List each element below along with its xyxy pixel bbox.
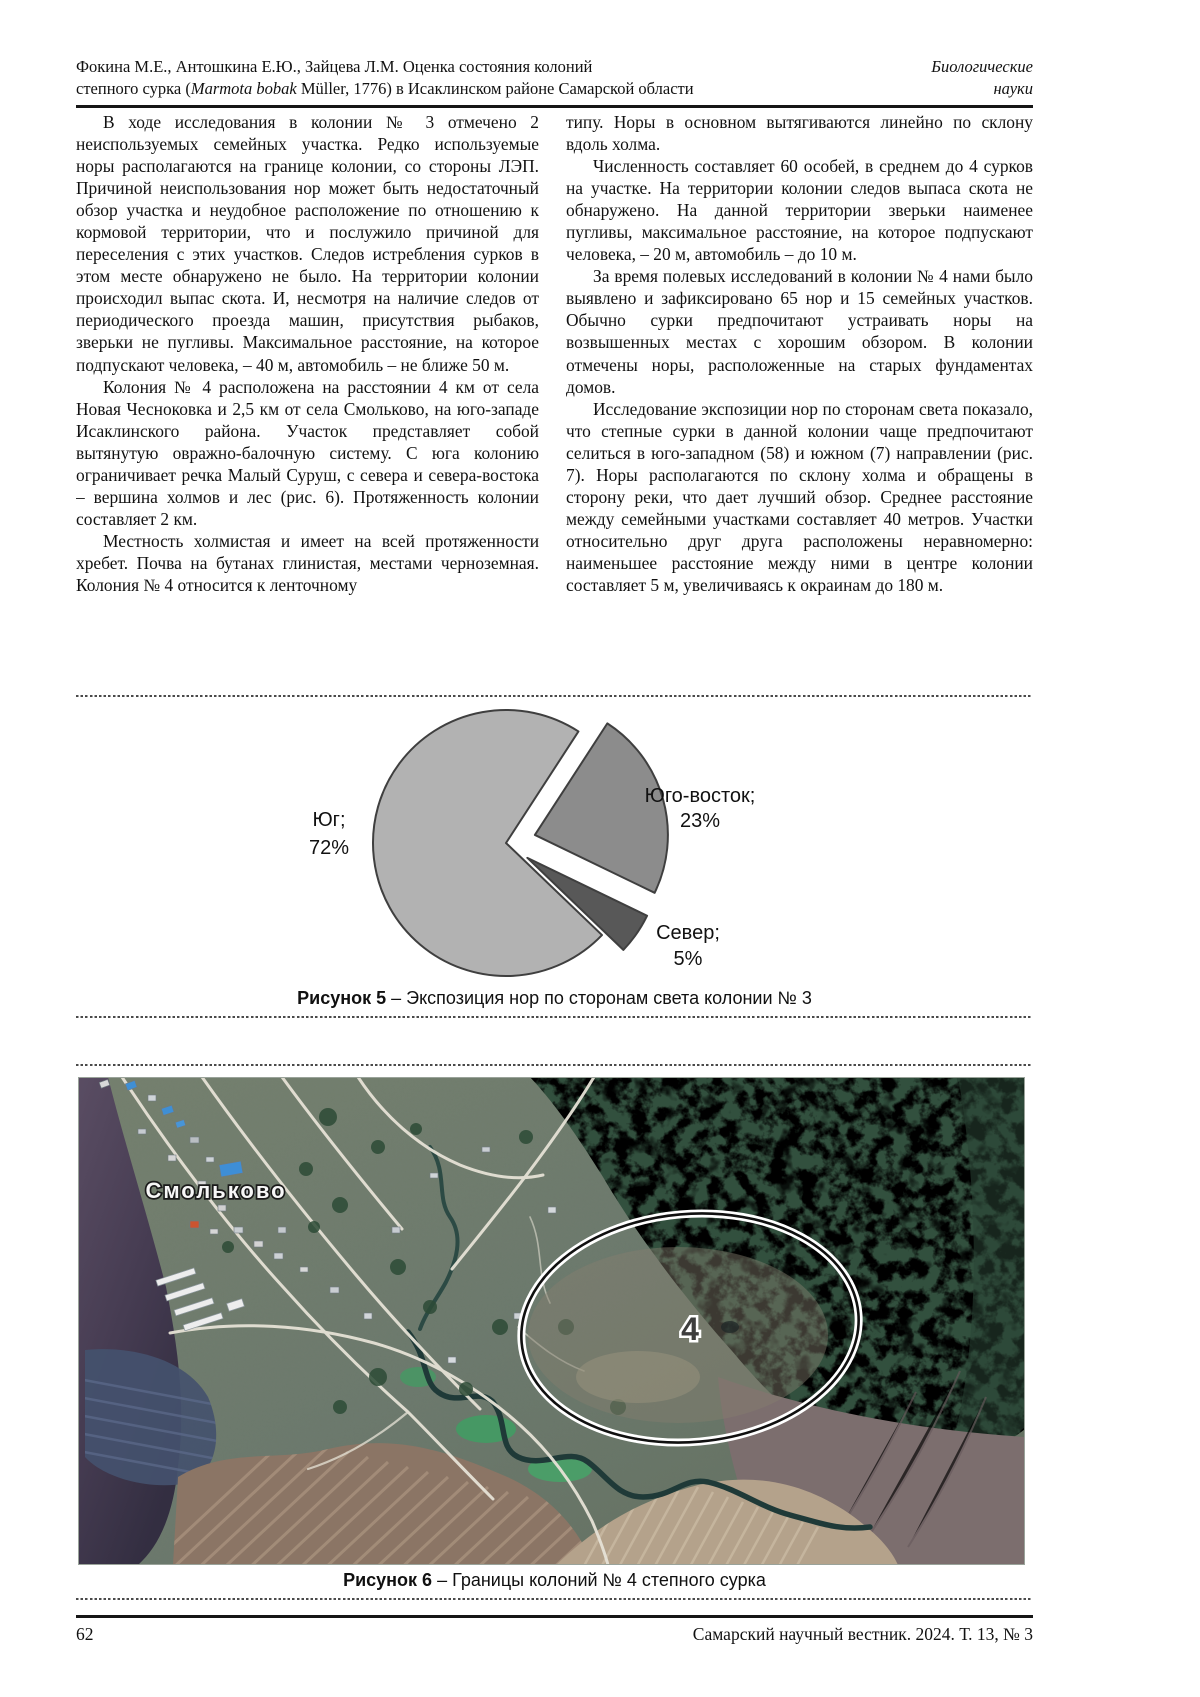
paragraph: Численность составляет 60 особей, в среднем до 4 сурков на участке. На территории колонии следов выпаса скота не обнаружено. На данной территории зверьки наименее пугливы, максимальное расстояние, на которое подпускают человека, – 20 м, автомобиль – до 10 м. — [566, 156, 1033, 265]
paragraph: За время полевых исследований в колонии № 4 нами было выявлено и зафиксировано 65 нор и 15 семейных участков. Обычно сурки предпочитают устраивать норы на возвышенных местах с хорошим обзором. В колонии отмечены норы, расположенные на старых фундаментах домов. — [566, 266, 1033, 397]
running-footer — [76, 1624, 1033, 1645]
pie-label-Юго-восток-name: Юго-восток; — [644, 785, 756, 807]
satellite-map-figure — [78, 1077, 1025, 1565]
map-scene — [78, 1077, 1025, 1565]
map-dark-spot — [721, 1321, 739, 1333]
header-section-line2: науки — [993, 79, 1033, 98]
pie-chart-figure — [76, 698, 1033, 988]
page-number: 62 — [76, 1624, 94, 1644]
header-title-species: Marmota bobak — [190, 79, 297, 98]
figure6-caption-text: – Границы колоний № 4 степного сурка — [437, 1570, 766, 1590]
village-name-label: Смольково — [145, 1178, 287, 1203]
figure6-caption-label: Рисунок 6 — [343, 1570, 433, 1590]
paragraph: Местность холмистая и имеет на всей протяженности хребет. Почва на бутанах глинистая, местами черноземная. Колония № 4 относится к ленточному — [76, 530, 539, 595]
header-title-pre: степного сурка ( — [76, 79, 191, 98]
separator-dotted — [76, 1598, 1033, 1600]
figure6-caption — [76, 1570, 1033, 1591]
journal-reference: Самарский научный вестник. 2024. Т. 13, № 3 — [692, 1624, 1033, 1644]
header-rule — [76, 105, 1033, 108]
figure5-caption — [76, 988, 1033, 1009]
paragraph: В ходе исследования в колонии № 3 отмечено 2 неиспользуемых семейных участка. Редко используемые норы располагаются на границе колонии, со стороны ЛЭП. Причиной неиспользования нор может быть недостаточный обзор участка и неудобное расположение по отношению к кормовой территории, что и послужило причиной для переселения с этих участков. Следов истребления сурков в этом месте обнаружено не было. На территории колонии происходил выпас скота. И, несмотря на наличие следов от периодического проезда машин, присутствия рыбаков, зверьки не пугливы. Максимальное расстояние, на которое подпускают человека, – 40 м, автомобиль – не ближе 50 м. — [76, 112, 539, 375]
separator-dotted — [76, 1016, 1033, 1018]
paragraph: Колония № 4 расположена на расстоянии 4 км от села Новая Чесноковка и 2,5 км от села Смольково, на юго-западе Исаклинского района. Участок представляет собой вытянутую овражно-балочную систему. С юга колонию ограничивает речка Малый Суруш, с севера и севера-востока – вершина холмов и лес (рис. 6). Протяженность колонии составляет 2 км. — [76, 376, 539, 529]
map-hill-patch-light — [576, 1351, 700, 1403]
text-column-left — [76, 111, 539, 663]
paragraph: Исследование экспозиции нор по сторонам света показало, что степные сурки в данной колонии чаще предпочитают селиться в юго-западном (58) и южном (7) направлении (рис. 7). Норы располагаются по склону холма и обращены в сторону реки, что дает лучший обзор. Среднее расстояние между семейными участками составляет 40 метров. Участки относительно друг друга расположены неравномерно: наименьшее расстояние между ними в центре колонии составляет 5 м, увеличиваясь к окраинам до 180 м. — [566, 398, 1033, 595]
footer-rule — [76, 1615, 1033, 1618]
separator-dotted — [76, 1064, 1033, 1066]
pie-label-Север-value: 5% — [673, 948, 703, 970]
figure5-caption-label: Рисунок 5 — [297, 988, 387, 1008]
paragraph: типу. Норы в основном вытягиваются линейно по склону вдоль холма. — [566, 112, 1033, 155]
figure5-caption-text: – Экспозиция нор по сторонам света колонии № 3 — [391, 988, 812, 1008]
pie-label-Юго-восток-value: 23% — [679, 810, 721, 832]
header-authors: Фокина М.Е., Антошкина Е.Ю., Зайцева Л.М. Оценка состояния колоний — [76, 57, 593, 76]
pie-label-Юг-value: 72% — [308, 837, 350, 859]
running-header — [76, 56, 1033, 100]
header-title — [76, 78, 694, 100]
colony-number-label: 4 — [681, 1311, 699, 1347]
text-column-right — [566, 111, 1033, 663]
header-title-post: Müller, 1776) в Исаклинском районе Самарской области — [296, 79, 694, 98]
separator-dotted — [76, 695, 1033, 697]
pie-label-Север-name: Север; — [656, 922, 720, 944]
header-section-line1: Биологические — [931, 57, 1033, 76]
pie-label-Юг-name: Юг; — [312, 809, 346, 831]
